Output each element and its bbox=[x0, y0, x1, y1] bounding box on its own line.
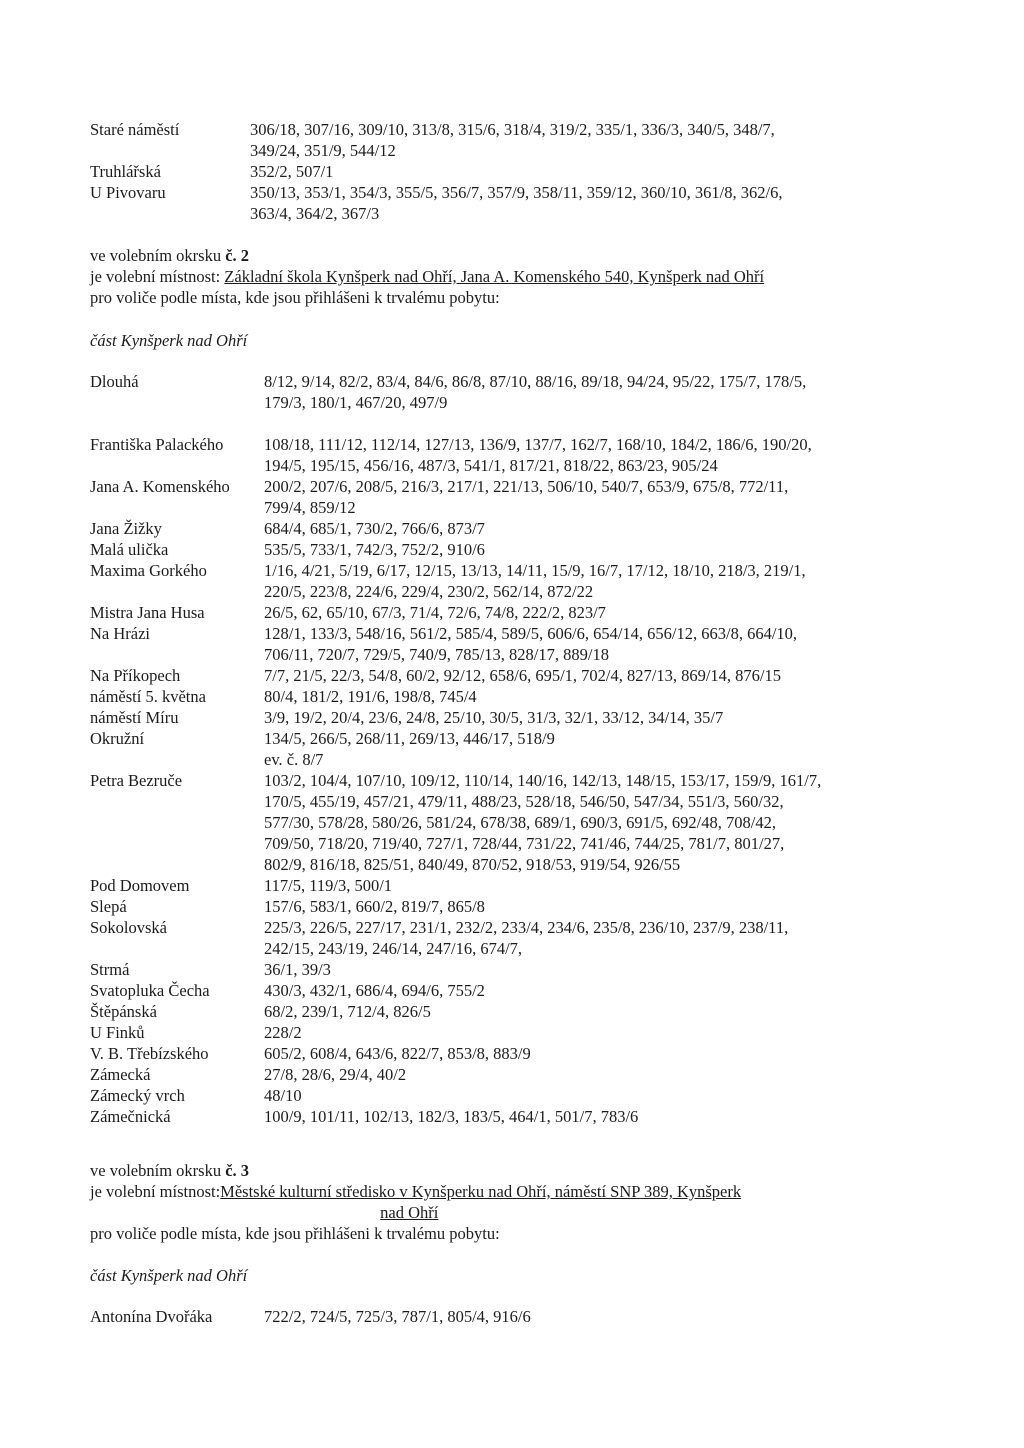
house-numbers-line: 350/13, 353/1, 354/3, 355/5, 356/7, 357/9, 358/11, 359/12, 360/10, 361/8, 362/6, bbox=[250, 183, 783, 202]
street-row bbox=[90, 518, 990, 539]
street-name: náměstí Míru bbox=[90, 708, 179, 727]
street-list-district-2 bbox=[90, 371, 990, 1127]
house-numbers bbox=[250, 161, 333, 182]
street-name: Na Příkopech bbox=[90, 666, 181, 685]
room-name: Základní škola Kynšperk nad Ohří, Jana A. Komenského 540, Kynšperk nad Ohří bbox=[224, 267, 765, 286]
street-row bbox=[90, 1085, 990, 1106]
street-name: Pod Domovem bbox=[90, 876, 190, 895]
street-name: Okružní bbox=[90, 729, 145, 748]
house-numbers: 722/2, 724/5, 725/3, 787/1, 805/4, 916/6 bbox=[264, 1307, 531, 1326]
street-row bbox=[90, 119, 990, 161]
street-row bbox=[90, 917, 990, 959]
street-row bbox=[90, 770, 990, 875]
street-name: Maxima Gorkého bbox=[90, 561, 207, 580]
street-name: Dlouhá bbox=[90, 372, 139, 391]
street-row bbox=[90, 602, 990, 623]
house-numbers bbox=[250, 182, 782, 224]
street-row bbox=[90, 539, 990, 560]
district-2-header bbox=[90, 245, 990, 308]
street-name: Sokolovská bbox=[90, 918, 168, 937]
street-row bbox=[90, 665, 990, 686]
street-name: Mistra Jana Husa bbox=[90, 603, 205, 622]
street-row bbox=[90, 707, 990, 728]
house-numbers: 100/9, 101/11, 102/13, 182/3, 183/5, 464/1, 501/7, 783/6 bbox=[264, 1107, 639, 1126]
house-numbers: 228/2 bbox=[264, 1023, 302, 1042]
street-row bbox=[90, 686, 990, 707]
house-numbers: 128/1, 133/3, 548/16, 561/2, 585/4, 589/5, 606/6, 654/14, 656/12, 663/8, 664/10, 706/11, 720/7, 729/5, 740/9, 785/13, 828/17, 889/18 bbox=[264, 624, 798, 664]
house-numbers: 430/3, 432/1, 686/4, 694/6, 755/2 bbox=[264, 981, 485, 1000]
house-numbers: 134/5, 266/5, 268/11, 269/13, 446/17, 518/9 ev. č. 8/7 bbox=[264, 729, 555, 769]
house-numbers: 68/2, 239/1, 712/4, 826/5 bbox=[264, 1002, 431, 1021]
street-row bbox=[90, 875, 990, 896]
house-numbers: 605/2, 608/4, 643/6, 822/7, 853/8, 883/9 bbox=[264, 1044, 531, 1063]
house-numbers-line: 349/24, 351/9, 544/12 bbox=[250, 141, 396, 160]
street-row bbox=[90, 896, 990, 917]
street-row bbox=[90, 560, 990, 602]
street-name: Jana A. Komenského bbox=[90, 477, 230, 496]
part-label: část Kynšperk nad Ohří bbox=[90, 1266, 248, 1285]
house-numbers: 8/12, 9/14, 82/2, 83/4, 84/6, 86/8, 87/10, 88/16, 89/18, 94/24, 95/22, 175/7, 178/5, 179/3, 180/1, 467/20, 497/9 bbox=[264, 372, 807, 412]
house-numbers: 103/2, 104/4, 107/10, 109/12, 110/14, 140/16, 142/13, 148/15, 153/17, 159/9, 161/7, 170/5, 455/19, 457/21, 479/11, 488/23, 528/18, 546/50, 547/34, 551/3, 560/32, 577/30, 578/28, 580/26, 581/24, 678/38, 689/1, 690/3, 691/5, 692/48, 708/42, 709/50, 718/20, 719/40, 727/1, 728/44, 731/22, 741/46, 744/25, 781/7, 801/27, 802/9, 816/18, 825/51, 840/49, 870/52, 918/53, 919/54, 926/55 bbox=[264, 771, 822, 874]
street-name: Na Hrázi bbox=[90, 624, 151, 643]
street-name: Strmá bbox=[90, 960, 130, 979]
street-name: Zámecký vrch bbox=[90, 1086, 185, 1105]
street-row bbox=[90, 959, 990, 980]
house-numbers: 48/10 bbox=[264, 1086, 302, 1105]
street-row bbox=[90, 623, 990, 665]
okrsek-line: ve volebním okrsku č. 3 bbox=[90, 1161, 250, 1180]
street-row bbox=[90, 1306, 990, 1327]
street-row bbox=[90, 1022, 990, 1043]
house-numbers: 200/2, 207/6, 208/5, 216/3, 217/1, 221/13, 506/10, 540/7, 653/9, 675/8, 772/11, 799/4, 859/12 bbox=[264, 477, 789, 517]
house-numbers: 684/4, 685/1, 730/2, 766/6, 873/7 bbox=[264, 519, 485, 538]
okrsek-number: č. 3 bbox=[225, 1161, 250, 1180]
street-name: Štěpánská bbox=[90, 1002, 157, 1021]
street-name: Svatopluka Čecha bbox=[90, 981, 210, 1000]
street-name: Truhlářská bbox=[90, 162, 161, 181]
street-row bbox=[90, 1001, 990, 1022]
house-numbers: 26/5, 62, 65/10, 67/3, 71/4, 72/6, 74/8, 222/2, 823/7 bbox=[264, 603, 606, 622]
room-name: Městské kulturní středisko v Kynšperku nad Ohří, náměstí SNP 389, Kynšperk nad Ohří bbox=[220, 1182, 742, 1222]
street-name: Petra Bezruče bbox=[90, 771, 183, 790]
house-numbers: 117/5, 119/3, 500/1 bbox=[264, 876, 393, 895]
street-name: V. B. Třebízského bbox=[90, 1044, 209, 1063]
okrsek-line: ve volebním okrsku č. 2 bbox=[90, 246, 250, 265]
street-name: Malá ulička bbox=[90, 540, 169, 559]
street-row bbox=[90, 1106, 990, 1127]
house-numbers: 27/8, 28/6, 29/4, 40/2 bbox=[264, 1065, 407, 1084]
street-name: Slepá bbox=[90, 897, 127, 916]
house-numbers: 157/6, 583/1, 660/2, 819/7, 865/8 bbox=[264, 897, 485, 916]
street-list-district-3 bbox=[90, 1306, 990, 1327]
street-row bbox=[90, 980, 990, 1001]
room-line: je volební místnost: Základní škola Kynšperk nad Ohří, Jana A. Komenského 540, Kynšperk nad Ohří bbox=[90, 267, 765, 286]
house-numbers: 108/18, 111/12, 112/14, 127/13, 136/9, 137/7, 162/7, 168/10, 184/2, 186/6, 190/20, 194/5, 195/15, 456/16, 487/3, 541/1, 817/21, 818/22, 863/23, 905/24 bbox=[264, 435, 812, 475]
part-label: část Kynšperk nad Ohří bbox=[90, 331, 248, 350]
district-3-header bbox=[90, 1160, 990, 1244]
house-numbers: 225/3, 226/5, 227/17, 231/1, 232/2, 233/4, 234/6, 235/8, 236/10, 237/9, 238/11, 242/15, 243/19, 246/14, 247/16, 674/7, bbox=[264, 918, 789, 958]
street-row bbox=[90, 161, 990, 182]
okrsek-number: č. 2 bbox=[225, 246, 250, 265]
house-numbers: 80/4, 181/2, 191/6, 198/8, 745/4 bbox=[264, 687, 477, 706]
voters-line: pro voliče podle místa, kde jsou přihlášeni k trvalému pobytu: bbox=[90, 288, 500, 307]
street-name: náměstí 5. května bbox=[90, 687, 206, 706]
room-line: je volební místnost: Městské kulturní středisko v Kynšperku nad Ohří, náměstí SNP 389, Kynšperk nad Ohří bbox=[90, 1182, 742, 1222]
street-name: Antonína Dvořáka bbox=[90, 1307, 213, 1326]
street-row bbox=[90, 1043, 990, 1064]
street-name: Staré náměstí bbox=[90, 120, 180, 139]
street-name: Františka Palackého bbox=[90, 435, 224, 454]
street-row bbox=[90, 1064, 990, 1085]
street-row bbox=[90, 371, 990, 413]
street-name: Jana Žižky bbox=[90, 519, 162, 538]
street-name: Zámečnická bbox=[90, 1107, 171, 1126]
house-numbers: 1/16, 4/21, 5/19, 6/17, 12/15, 13/13, 14/11, 15/9, 16/7, 17/12, 18/10, 218/3, 219/1, 220/5, 223/8, 224/6, 229/4, 230/2, 562/14, 872/22 bbox=[264, 561, 806, 601]
house-numbers: 36/1, 39/3 bbox=[264, 960, 331, 979]
street-row bbox=[90, 434, 990, 476]
street-row bbox=[90, 728, 990, 770]
street-row bbox=[90, 182, 990, 224]
house-numbers-line: 352/2, 507/1 bbox=[250, 162, 334, 181]
street-row bbox=[90, 476, 990, 518]
house-numbers-line: 363/4, 364/2, 367/3 bbox=[250, 204, 380, 223]
house-numbers-line: 306/18, 307/16, 309/10, 313/8, 315/6, 318/4, 319/2, 335/1, 336/3, 340/5, 348/7, bbox=[250, 120, 775, 139]
street-list-top bbox=[90, 119, 990, 224]
house-numbers bbox=[250, 119, 775, 161]
house-numbers: 535/5, 733/1, 742/3, 752/2, 910/6 bbox=[264, 540, 485, 559]
street-name: Zámecká bbox=[90, 1065, 151, 1084]
street-name: U Pivovaru bbox=[90, 183, 166, 202]
house-numbers: 3/9, 19/2, 20/4, 23/6, 24/8, 25/10, 30/5, 31/3, 32/1, 33/12, 34/14, 35/7 bbox=[264, 708, 724, 727]
voters-line: pro voliče podle místa, kde jsou přihlášeni k trvalému pobytu: bbox=[90, 1224, 500, 1243]
street-name: U Finků bbox=[90, 1023, 145, 1042]
house-numbers: 7/7, 21/5, 22/3, 54/8, 60/2, 92/12, 658/6, 695/1, 702/4, 827/13, 869/14, 876/15 bbox=[264, 666, 782, 685]
